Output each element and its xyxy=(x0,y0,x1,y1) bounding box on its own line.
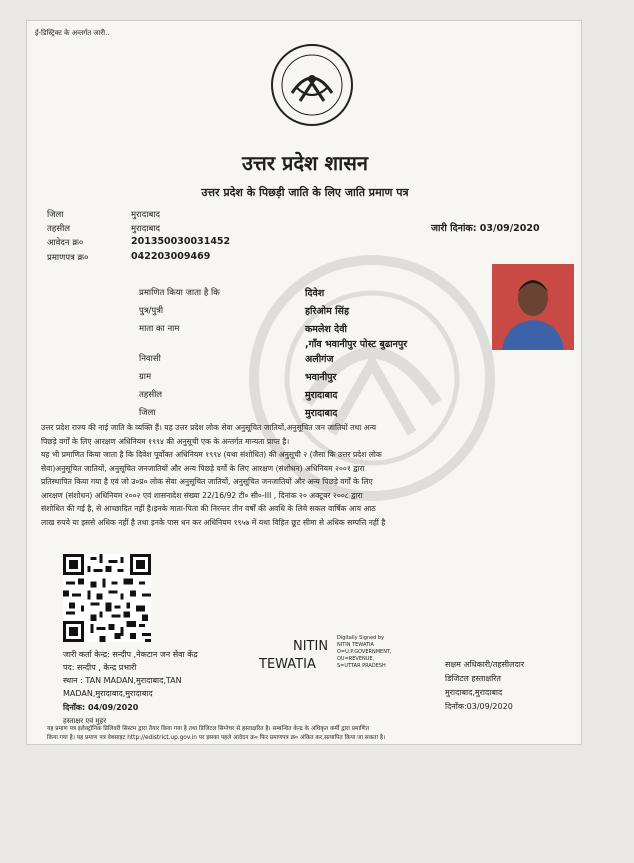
detail-label: निवासी xyxy=(139,354,161,364)
issuer-place-cont: MADAN,मुरादाबाद,मुरादाबाद xyxy=(63,689,153,698)
district: मुरादाबाद xyxy=(305,408,338,419)
meta-value: मुरादाबाद xyxy=(131,224,161,234)
detail-label: जिला xyxy=(139,408,156,418)
sig-detail: NITIN TEWATIA xyxy=(337,642,374,648)
paragraph-line: प्रतिस्थापित किया गया है एवं जो उ०प्र० लोक सेवा अनुसूचित जातियों, अनुसूचित जनजातियों और अन्य पिछड़े वर्गों के लिए xyxy=(41,477,373,486)
up-government-emblem xyxy=(270,43,354,127)
certificate-page xyxy=(26,20,582,745)
detail-label: ग्राम xyxy=(139,372,152,382)
sig-detail: S=UTTAR PRADESH xyxy=(337,663,386,669)
father-name: हरिओम सिंह xyxy=(305,306,350,317)
document-title: उत्तर प्रदेश शासन xyxy=(242,151,368,175)
sig-detail: O=U.P.GOVERNMENT, xyxy=(337,649,392,655)
note-line: किया गया है। यह प्रमाण पत्र वेबसाइट http://edistrict.up.gov.in पर इसका पहले आवेदन क्र० फिर प्रमाणपत्र क्र० अंकित कर,सत्यापित किया जा सकता है। xyxy=(47,735,386,741)
paragraph-line: पिछड़े वर्गों के लिए आरक्षण अधिनियम १९९४ की अनुसूची एक के अन्तर्गत मान्यता प्राप्त है। xyxy=(41,436,290,446)
mother-name: कमलेश देवी xyxy=(305,324,347,335)
meta-label: आवेदन क्र० xyxy=(47,238,84,248)
sig-detail: Digitally Signed by xyxy=(337,635,385,641)
detail-label: माता का नाम xyxy=(139,324,180,334)
signer-name-line2: TEWATIA xyxy=(259,657,316,672)
signature-label: हस्ताक्षर एवं मुहर xyxy=(63,717,107,725)
applicant-name: दिवेश xyxy=(305,288,325,299)
issue-date: जारी दिनांक: 03/09/2020 xyxy=(431,223,540,234)
application-number: 201350030031452 xyxy=(131,236,231,247)
detail-label: पुत्र/पुत्री xyxy=(139,306,164,316)
detail-label: प्रमाणित किया जाता है कि xyxy=(139,288,220,298)
note-line: यह प्रमाण पत्र इलेक्ट्रॉनिक डिलिवरी सिस्टम द्वारा तैयार किया गया है तथा डिजिटल सिग्नेचर से हस्ताक्षरित है। सम्बन्धित केन्द्र के अधिकृत कर्मी द्वारा प्रमाणित xyxy=(47,726,370,732)
document-subtitle: उत्तर प्रदेश के पिछड़ी जाति के लिए जाति प्रमाण पत्र xyxy=(201,186,409,199)
issuer-post: पद: सन्दीप , केन्द्र प्रभारी xyxy=(63,663,137,672)
paragraph-line: लाख रुपये या इससे अधिक नहीं है तथा इनके पास धन कर अधिनियम १९५७ में यथा विहित छूट सीमा से अधिक सम्पत्ति नहीं है xyxy=(41,517,386,527)
meta-label: प्रमाणपत्र क्र० xyxy=(47,253,89,263)
village: भवानीपुर xyxy=(305,372,337,383)
paragraph-line: सेवा)अनुसूचित जातियों, अनुसूचित जनजातियों और अन्य पिछड़े वर्गों के लिए आरक्षण (संशोधन) अधिनियम २००१ द्वारा xyxy=(41,463,365,473)
header-note: ई-डिस्ट्रिक्ट के अन्तर्गत जारी.. xyxy=(35,29,110,37)
meta-label: जिला xyxy=(47,210,64,220)
meta-value: मुरादाबाद xyxy=(131,210,161,220)
signature-details xyxy=(337,635,392,670)
authority-place: मुरादाबाद,मुरादाबाद xyxy=(445,688,503,697)
issuer-date: दिनाँक: 04/09/2020 xyxy=(63,703,139,712)
paragraph-line: आरक्षण (संशोधन) अधिनियम २००२ एवं शासनादेश संख्या 22/16/92 टी० सी०-III , दिनांक २० अक्टूबर २००८ द्वारा xyxy=(41,490,363,500)
address-line: ,गाँव भवानीपुर पोस्ट बुढानपुर xyxy=(305,339,408,350)
applicant-photo xyxy=(492,264,574,350)
sig-detail: OU=REVENUE, xyxy=(337,656,375,662)
issuer-center: जारी कर्ता केन्द्र: सन्दीप ,नेकटान जन सेवा केंद्र xyxy=(63,650,198,659)
authority-sign-type: डिजिटल हस्ताक्षरित xyxy=(445,674,501,683)
signer-name-line1: NITIN xyxy=(293,639,329,654)
issuer-place: स्थान : TAN MADAN,मुरादाबाद,TAN xyxy=(63,676,182,685)
certificate-text xyxy=(41,421,571,529)
authority-date: दिनाँक:03/09/2020 xyxy=(445,702,513,711)
paragraph-line: यह भी प्रमाणित किया जाता है कि दिवेश पूर्वोक्त अधिनियम १९९४ (यथा संशोधित) की अनुसूची २ (जैसा कि उत्तर प्रदेश लोक xyxy=(41,450,382,459)
qr-code xyxy=(63,554,151,642)
verification-note xyxy=(47,725,567,743)
detail-label: तहसील xyxy=(139,390,163,400)
meta-label: तहसील xyxy=(47,224,71,234)
certificate-number: 042203009469 xyxy=(131,251,211,262)
paragraph-line: संशोधित की गई है, से आच्छादित नहीं है।इनके माता-पिता की निरन्तर तीन वर्षों की अवधि के लिये सकल वार्षिक आय आठ xyxy=(41,504,376,513)
residence: अलीगंज xyxy=(305,354,334,365)
paragraph-line: उत्तर प्रदेश राज्य की नाई जाति के व्यक्ति हैं। यह उत्तर प्रदेश लोक सेवा अनुसूचित जातियों,अनुसूचित जन जातियों तथा अन्य xyxy=(41,423,377,432)
tehsil: मुरादाबाद xyxy=(305,390,338,401)
authority-title: सक्षम अधिकारी/तहसीलदार xyxy=(445,660,525,669)
